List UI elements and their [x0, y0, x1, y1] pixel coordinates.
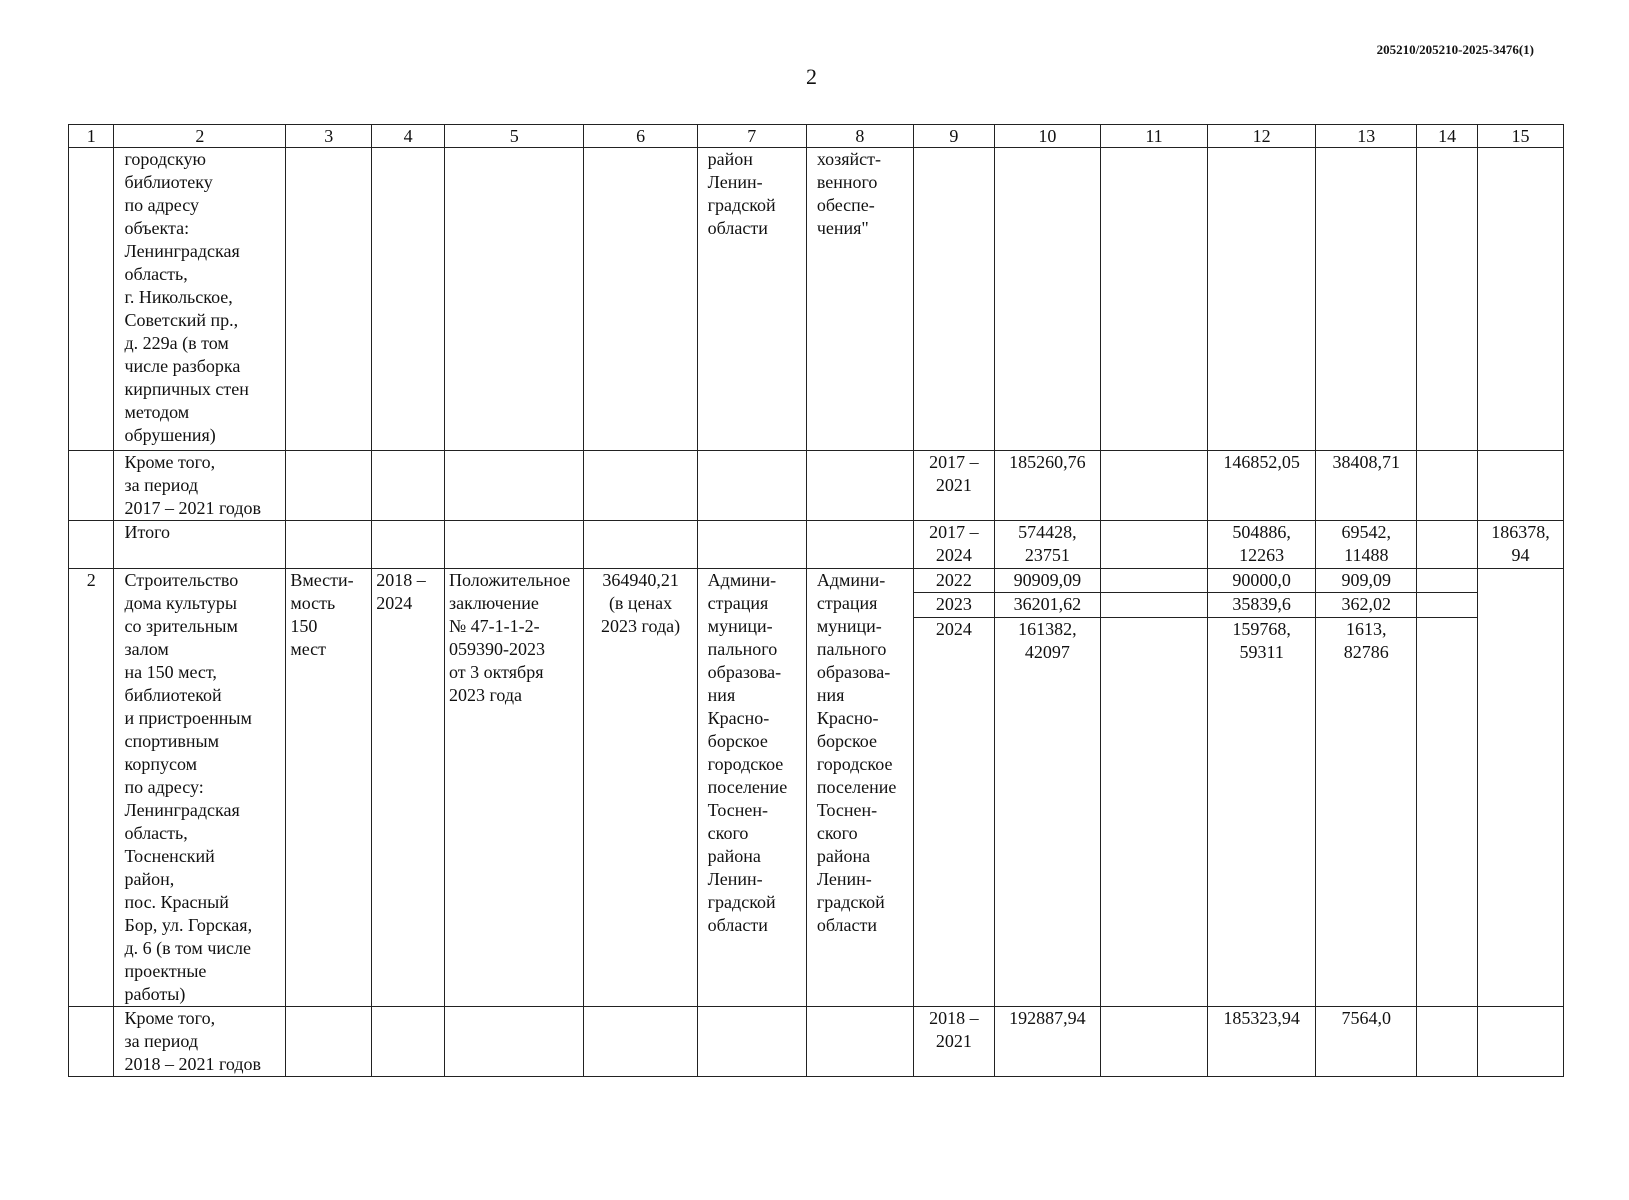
- object-description: Строительство дома культуры со зрительным залом на 150 мест, библиотекой и пристроенным спортивным корпусом по адресу: Ленинградская область, Тосненский район, пос. Красный Бор, ул. Горская, д. 6 (в том числе проектные работы): [114, 569, 286, 1007]
- document-id: 205210/205210-2025-3476(1): [1376, 42, 1534, 57]
- period-cell: 2018 – 2021: [913, 1007, 994, 1077]
- total-cost-cell: 90909,09: [994, 569, 1100, 593]
- local-budget-cell: 362,02: [1316, 593, 1417, 617]
- table-row-object-2: [69, 569, 1564, 593]
- capacity-cell: Вмести- мость 150 мест: [286, 569, 372, 1007]
- developer-cell: район Ленин- градской области: [697, 148, 806, 451]
- developer-cell: Админи- страция муници- пального образова- ния Красно- борское городское поселение Тоснен- ского района Ленин- градской области: [697, 569, 806, 1007]
- total-cost-cell: 161382, 42097: [994, 617, 1100, 1006]
- col-num-14: 14: [1417, 125, 1478, 148]
- year-cell: 2022: [913, 569, 994, 593]
- page-number: 2: [806, 64, 817, 89]
- regional-budget-cell: 35839,6: [1208, 593, 1316, 617]
- local-budget-cell: 38408,71: [1316, 451, 1417, 521]
- year-cell: 2024: [913, 617, 994, 1006]
- total-cost-cell: 192887,94: [994, 1007, 1100, 1077]
- col-num-13: 13: [1316, 125, 1417, 148]
- regional-budget-cell: 146852,05: [1208, 451, 1316, 521]
- table-row-continuation: [69, 148, 1564, 451]
- col-num-11: 11: [1100, 125, 1207, 148]
- row-number: 2: [69, 569, 114, 1007]
- table-row-krome-2: [69, 1007, 1564, 1077]
- total-cost-cell: 574428, 23751: [994, 521, 1100, 569]
- balance-cell: 186378, 94: [1477, 521, 1563, 569]
- local-budget-cell: 909,09: [1316, 569, 1417, 593]
- col-num-3: 3: [286, 125, 372, 148]
- regional-budget-cell: 90000,0: [1208, 569, 1316, 593]
- col-num-10: 10: [994, 125, 1100, 148]
- regional-budget-cell: 185323,94: [1208, 1007, 1316, 1077]
- col-num-12: 12: [1208, 125, 1316, 148]
- col-num-4: 4: [372, 125, 445, 148]
- expertise-cell: Положительное заключение № 47-1-1-2- 059390-2023 от 3 октября 2023 года: [444, 569, 583, 1007]
- object-description: городскую библиотеку по адресу объекта: Ленинградская область, г. Никольское, Советский пр., д. 229а (в том числе разборка кирпичных стен методом обрушения): [114, 148, 286, 451]
- local-budget-cell: 7564,0: [1316, 1007, 1417, 1077]
- local-budget-cell: 69542, 11488: [1316, 521, 1417, 569]
- table-row-itogo: [69, 521, 1564, 569]
- period-cell: 2017 – 2024: [913, 521, 994, 569]
- customer-cell: Админи- страция муници- пального образова- ния Красно- борское городское поселение Тоснен- ского района Ленин- градской области: [806, 569, 913, 1007]
- col-num-7: 7: [697, 125, 806, 148]
- regional-budget-cell: 159768, 59311: [1208, 617, 1316, 1006]
- year-cell: 2023: [913, 593, 994, 617]
- total-cost-cell: 185260,76: [994, 451, 1100, 521]
- col-num-9: 9: [913, 125, 994, 148]
- investment-table: [68, 124, 1564, 1077]
- krome-label: Кроме того, за период 2018 – 2021 годов: [114, 1007, 286, 1077]
- local-budget-cell: 1613, 82786: [1316, 617, 1417, 1006]
- estimated-cost-cell: 364940,21 (в ценах 2023 года): [584, 569, 697, 1007]
- regional-budget-cell: 504886, 12263: [1208, 521, 1316, 569]
- col-num-6: 6: [584, 125, 697, 148]
- total-cost-cell: 36201,62: [994, 593, 1100, 617]
- krome-label: Кроме того, за период 2017 – 2021 годов: [114, 451, 286, 521]
- col-num-1: 1: [69, 125, 114, 148]
- col-num-2: 2: [114, 125, 286, 148]
- itogo-label: Итого: [114, 521, 286, 569]
- table-row-krome-1: [69, 451, 1564, 521]
- col-num-5: 5: [444, 125, 583, 148]
- col-num-8: 8: [806, 125, 913, 148]
- customer-cell: хозяйст- венного обеспе- чения": [806, 148, 913, 451]
- column-number-row: [69, 125, 1564, 148]
- period-cell: 2017 – 2021: [913, 451, 994, 521]
- years-cell: 2018 – 2024: [372, 569, 445, 1007]
- col-num-15: 15: [1477, 125, 1563, 148]
